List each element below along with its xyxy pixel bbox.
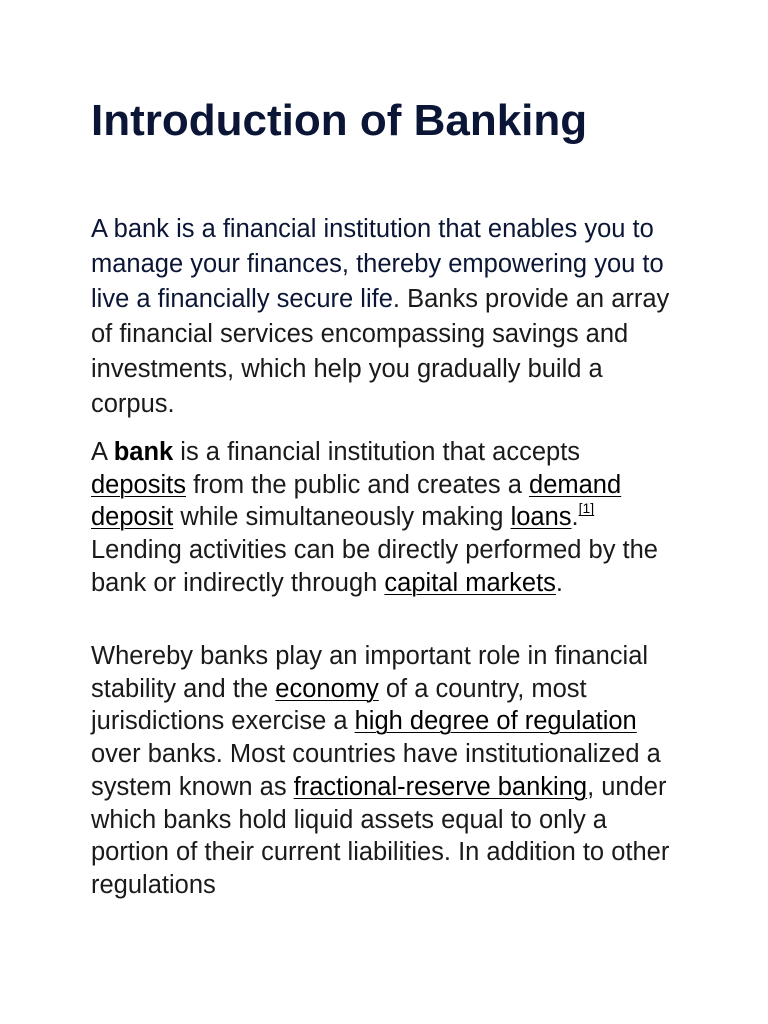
text-span: A xyxy=(91,438,114,466)
deposits-link[interactable]: deposits xyxy=(91,470,186,499)
bank-definition-paragraph xyxy=(91,436,681,600)
intro-paragraph xyxy=(91,212,681,422)
demand-deposit-link[interactable]: demand deposit xyxy=(91,470,622,532)
text-span: of a country, most jurisdictions exercise a xyxy=(91,674,587,736)
regulation-paragraph xyxy=(91,640,681,902)
capital-markets-link[interactable]: capital markets xyxy=(384,568,556,597)
text-span: is a financial institution that accepts xyxy=(173,438,581,466)
text-span: from the public and creates a xyxy=(185,470,530,499)
text-span: Whereby banks play an important role in financial stability and the xyxy=(91,642,649,703)
loans-link[interactable]: loans xyxy=(510,503,572,532)
text-span: . xyxy=(571,503,579,532)
reference-1-link[interactable]: [1] xyxy=(578,500,595,517)
page-title: Introduction of Banking xyxy=(91,96,588,145)
reference-superscript xyxy=(579,500,595,516)
text-span: , under which banks hold liquid assets equal to only a portion of their current liabilities. In addition to other regulations xyxy=(91,772,670,899)
text-span: while simultaneously making xyxy=(173,503,511,532)
high-degree-of-regulation-link[interactable]: high degree of regulation xyxy=(354,707,637,736)
text-span: . xyxy=(555,568,563,597)
bank-term-bold: bank xyxy=(113,438,174,466)
fractional-reserve-banking-link[interactable]: fractional-reserve banking xyxy=(293,772,588,801)
text-span: Lending activities can be directly performed by the bank or indirectly through xyxy=(91,536,658,597)
intro-highlight-text: A bank is a financial institution that enables you to manage your finances, thereby empowering you to live a financially secure life xyxy=(91,215,664,313)
economy-link[interactable]: economy xyxy=(275,674,379,703)
text-span: over banks. Most countries have institutionalized a system known as xyxy=(91,740,661,801)
intro-rest-text: . Banks provide an array of financial services encompassing savings and investments, which help you gradually build a corpus. xyxy=(91,285,670,418)
